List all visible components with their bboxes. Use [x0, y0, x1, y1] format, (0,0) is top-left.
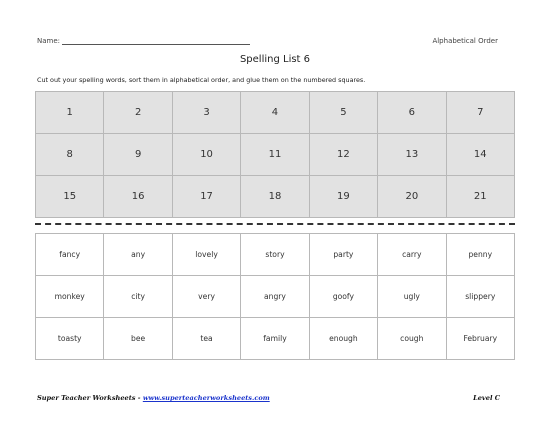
word-cell: enough	[309, 318, 377, 360]
footer-publisher	[37, 394, 270, 402]
word-cell: angry	[241, 276, 309, 318]
instructions-text: Cut out your spelling words, sort them in alphabetical order, and glue them on the numbered squares.	[37, 76, 366, 84]
number-cell: 1	[36, 92, 104, 134]
number-cell: 13	[378, 134, 446, 176]
topic-label: Alphabetical Order	[432, 37, 498, 45]
number-cell: 9	[104, 134, 172, 176]
number-cell: 8	[36, 134, 104, 176]
number-row	[36, 92, 515, 134]
number-cell: 3	[172, 92, 240, 134]
number-cell: 15	[36, 176, 104, 218]
footer-publisher-text: Super Teacher Worksheets -	[37, 394, 143, 402]
word-cell: February	[446, 318, 514, 360]
word-cell: toasty	[36, 318, 104, 360]
cut-line	[35, 223, 515, 225]
word-cell: tea	[172, 318, 240, 360]
word-cell: monkey	[36, 276, 104, 318]
number-cell: 21	[446, 176, 514, 218]
word-cell: slippery	[446, 276, 514, 318]
word-row	[36, 234, 515, 276]
number-cell: 16	[104, 176, 172, 218]
name-line	[62, 44, 250, 45]
number-grid	[35, 91, 515, 218]
word-row	[36, 276, 515, 318]
number-cell: 2	[104, 92, 172, 134]
footer-website-link[interactable]: www.superteacherworksheets.com	[142, 394, 270, 402]
number-cell: 17	[172, 176, 240, 218]
number-row	[36, 176, 515, 218]
page-title: Spelling List 6	[239, 54, 311, 65]
word-cell: party	[309, 234, 377, 276]
word-cell: very	[172, 276, 240, 318]
word-cell: family	[241, 318, 309, 360]
number-cell: 18	[241, 176, 309, 218]
number-cell: 5	[309, 92, 377, 134]
number-cell: 4	[241, 92, 309, 134]
word-cell: story	[241, 234, 309, 276]
number-cell: 20	[378, 176, 446, 218]
word-cell: carry	[378, 234, 446, 276]
number-cell: 19	[309, 176, 377, 218]
word-cell: ugly	[378, 276, 446, 318]
word-cell: bee	[104, 318, 172, 360]
name-label: Name:	[37, 37, 61, 45]
number-row	[36, 134, 515, 176]
number-cell: 6	[378, 92, 446, 134]
number-cell: 7	[446, 92, 514, 134]
word-cell: any	[104, 234, 172, 276]
word-row	[36, 318, 515, 360]
word-grid	[35, 233, 515, 360]
word-cell: cough	[378, 318, 446, 360]
number-cell: 10	[172, 134, 240, 176]
number-cell: 11	[241, 134, 309, 176]
number-cell: 12	[309, 134, 377, 176]
word-cell: penny	[446, 234, 514, 276]
word-cell: city	[104, 276, 172, 318]
number-cell: 14	[446, 134, 514, 176]
footer-level: Level C	[473, 394, 500, 402]
word-cell: fancy	[36, 234, 104, 276]
word-cell: goofy	[309, 276, 377, 318]
word-cell: lovely	[172, 234, 240, 276]
